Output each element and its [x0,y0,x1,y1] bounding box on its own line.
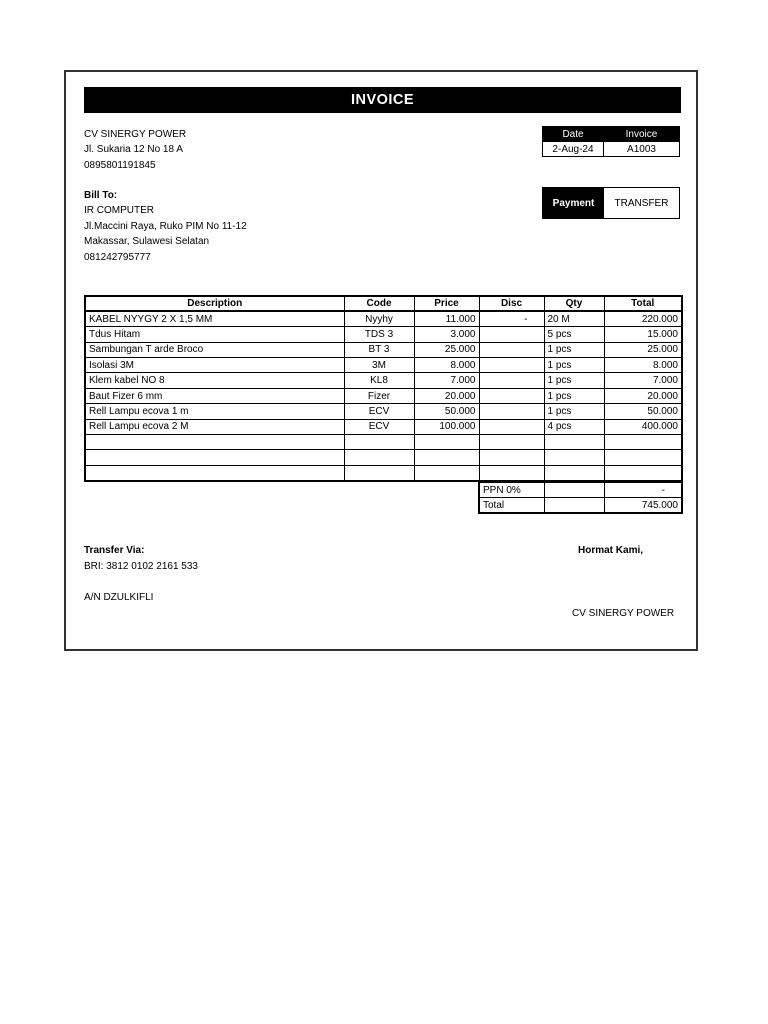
cell-price: 8.000 [414,358,479,373]
cell-code: Nyyhy [344,311,414,326]
bill-to-phone: 081242795777 [84,252,151,263]
cell-qty: 1 pcs [544,358,604,373]
cell-disc [479,342,544,357]
cell-qty: 5 pcs [544,327,604,342]
table-row [85,342,682,357]
cell-total: 7.000 [604,373,682,388]
cell-code: BT 3 [344,342,414,357]
seller-address: Jl. Sukaria 12 No 18 A [84,144,183,155]
invoice-page [64,70,698,651]
cell-disc [479,358,544,373]
cell-description: Rell Lampu ecova 2 M [85,419,344,434]
cell-code: ECV [344,404,414,419]
cell-price: 100.000 [414,419,479,434]
seller-phone: 0895801191845 [84,160,156,171]
cell-description: Baut Fizer 6 mm [85,388,344,403]
col-disc: Disc [479,296,544,311]
col-qty: Qty [544,296,604,311]
payment-method: TRANSFER [614,197,669,209]
ppn-row [479,482,682,498]
invoice-date: 2-Aug-24 [543,142,604,157]
col-code: Code [344,296,414,311]
cell-total: 20.000 [604,388,682,403]
date-header: Date [543,127,604,142]
col-description: Description [85,296,344,311]
cell-qty: 1 pcs [544,373,604,388]
total-label: Total [479,498,544,514]
summary-table [478,481,683,514]
cell-disc [479,419,544,434]
cell-disc [479,388,544,403]
table-row [85,388,682,403]
table-row [85,419,682,434]
cell-qty: 1 pcs [544,404,604,419]
ppn-value: - [604,482,682,498]
cell-total: 400.000 [604,419,682,434]
invoice-meta-table [542,126,680,157]
invoice-number: A1003 [604,142,680,157]
table-row-empty [85,465,682,480]
cell-code: ECV [344,419,414,434]
cell-disc [479,404,544,419]
cell-total: 15.000 [604,327,682,342]
cell-price: 25.000 [414,342,479,357]
invoice-header: Invoice [604,127,680,142]
table-row [85,327,682,342]
table-row-empty [85,435,682,450]
cell-disc [479,373,544,388]
table-row [85,311,682,326]
table-row [85,373,682,388]
col-price: Price [414,296,479,311]
cell-qty: 20 M [544,311,604,326]
cell-price: 3.000 [414,327,479,342]
transfer-account-name: A/N DZULKIFLI [84,592,154,603]
cell-qty: 1 pcs [544,342,604,357]
cell-qty: 4 pcs [544,419,604,434]
cell-description: Sambungan T arde Broco [85,342,344,357]
cell-qty: 1 pcs [544,388,604,403]
cell-price: 11.000 [414,311,479,326]
bill-to-name: IR COMPUTER [84,205,154,216]
cell-description: Tdus Hitam [85,327,344,342]
transfer-label: Transfer Via: [84,545,145,556]
total-row [479,498,682,514]
cell-code: 3M [344,358,414,373]
payment-box [542,187,680,219]
table-row [85,404,682,419]
cell-total: 50.000 [604,404,682,419]
bill-to-address-line1: Jl.Maccini Raya, Ruko PIM No 11-12 [84,221,247,232]
invoice-title: INVOICE [84,87,681,113]
cell-code: Fizer [344,388,414,403]
cell-description: KABEL NYYGY 2 X 1,5 MM [85,311,344,326]
total-value: 745.000 [604,498,682,514]
cell-description: Rell Lampu ecova 1 m [85,404,344,419]
cell-price: 20.000 [414,388,479,403]
cell-disc: - [479,311,544,326]
ppn-label: PPN 0% [479,482,544,498]
items-header-row [85,296,682,311]
payment-label: Payment [543,188,604,218]
table-row-empty [85,450,682,465]
table-row [85,358,682,373]
cell-price: 7.000 [414,373,479,388]
bill-to-address-line2: Makassar, Sulawesi Selatan [84,236,210,247]
bill-to-label: Bill To: [84,190,118,201]
signature-company: CV SINERGY POWER [572,608,675,619]
cell-total: 25.000 [604,342,682,357]
signature-greeting: Hormat Kami, [578,545,644,556]
items-table [84,295,683,482]
col-total: Total [604,296,682,311]
cell-description: Isolasi 3M [85,358,344,373]
cell-description: Klem kabel NO 8 [85,373,344,388]
cell-disc [479,327,544,342]
cell-code: KL8 [344,373,414,388]
cell-total: 220.000 [604,311,682,326]
transfer-bank: BRI: 3812 0102 2161 533 [84,561,198,572]
cell-total: 8.000 [604,358,682,373]
cell-price: 50.000 [414,404,479,419]
seller-name: CV SINERGY POWER [84,129,187,140]
cell-code: TDS 3 [344,327,414,342]
